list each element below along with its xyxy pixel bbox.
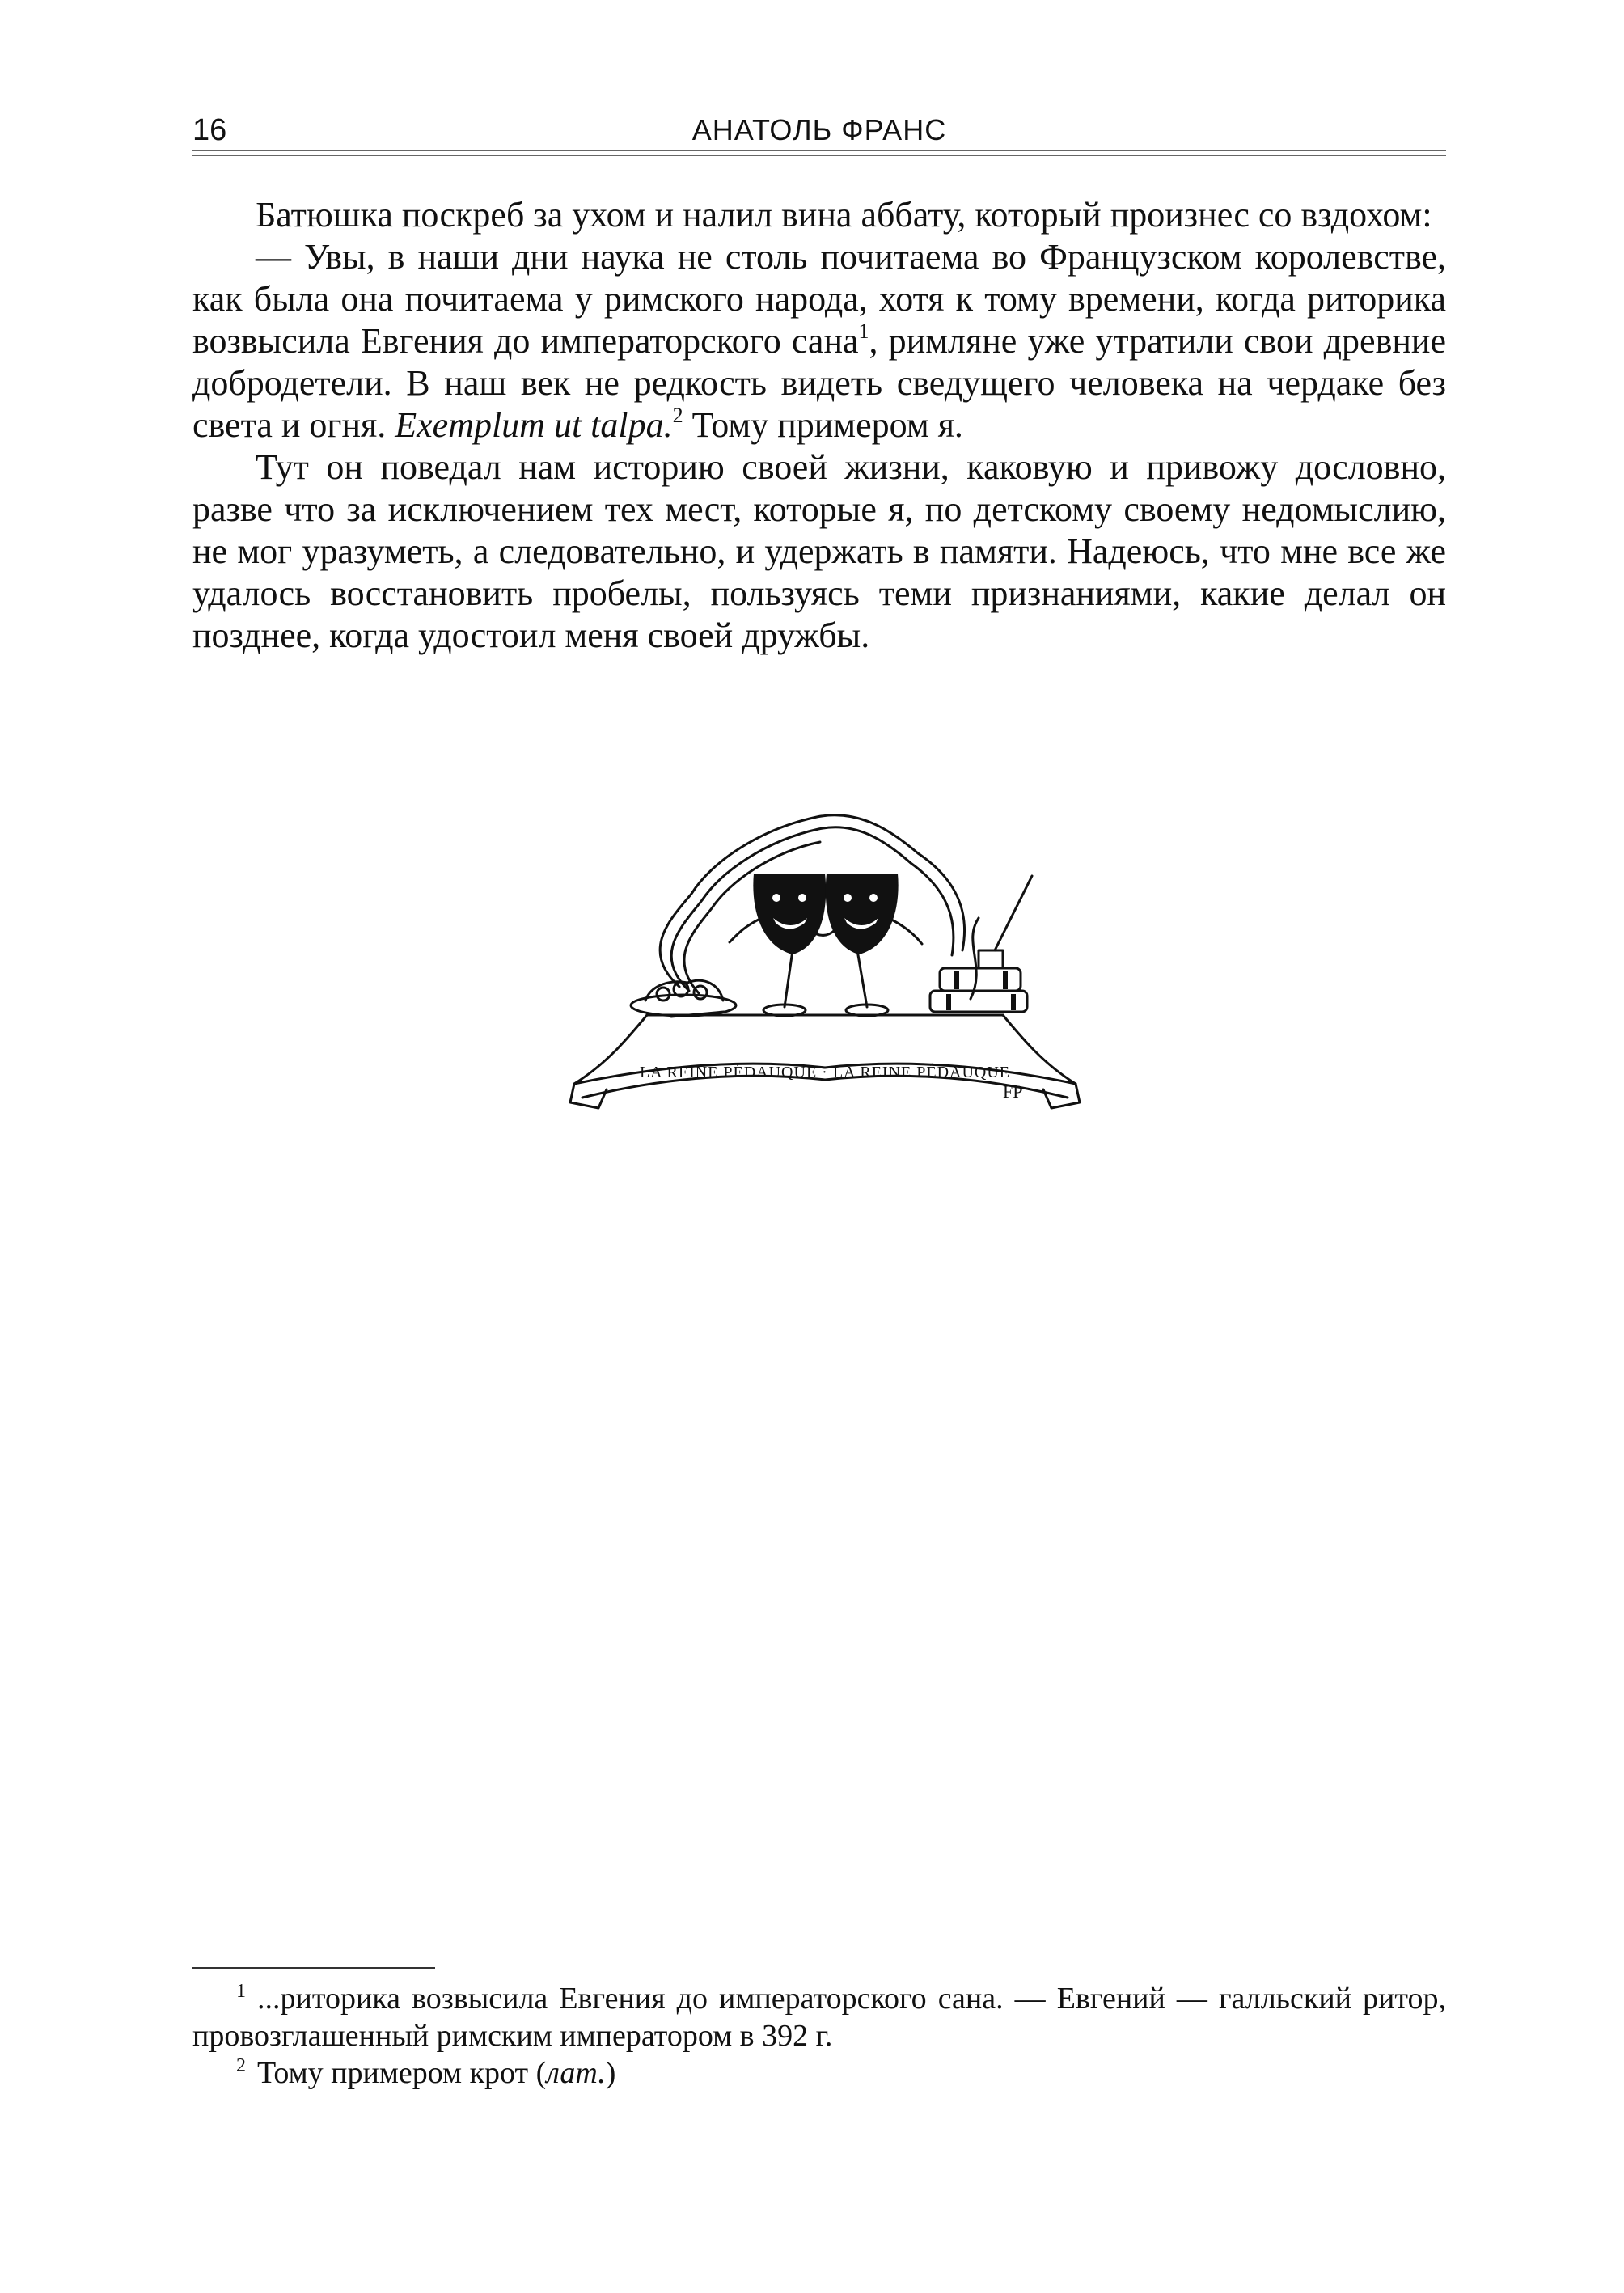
footnote-2: 2 Тому примером крот (лат.): [236, 2055, 616, 2090]
footnote-1: 1 ...риторика возвысила Евгения до императорского сана. — Евгений — галльский ритор, провозглашенный римским императором в 392 г.: [192, 1981, 1446, 2053]
footnote-separator: [192, 1967, 435, 1969]
footnote-2-text-b: ): [605, 2056, 616, 2090]
footnote-1-text: ...риторика возвысила Евгения до императорского сана. — Евгений — галльский ритор, провозглашенный римским императором в 392 г.: [192, 1982, 1446, 2053]
paragraph-1: Батюшка поскреб за ухом и налил вина аббату, который произнес со вздохом:: [256, 195, 1432, 235]
latin-phrase: Exemplum ut talpa.: [395, 405, 673, 445]
inkwell: [979, 950, 1003, 968]
footnotes: [192, 1980, 1446, 2092]
paragraph-2: [192, 236, 1446, 446]
paragraph-2-part-c: Тому примером я.: [683, 405, 963, 445]
header-rule: [192, 150, 1446, 156]
footnote-2-italic: лат.: [546, 2056, 606, 2090]
main-text: [192, 194, 1446, 657]
glass-right-stem: [857, 950, 867, 1007]
glass-left-stem: [785, 950, 793, 1007]
paragraph-2-part-b: , римляне уже утратили свои древние добродетели. В наш век не редкость видеть сведущего человека на чердаке без света и огня.: [192, 321, 1446, 445]
paragraph-3: Тут он поведал нам историю своей жизни, каковую и привожу дословно, разве что за исключением тех мест, которые я, по детскому своему недомыслию, не мог уразуметь, а следовательно, и удержать в памяти. Надеюсь, что мне все же удалось восстановить пробелы, пользуясь теми признаниями, какие делал он позднее, когда удостоил меня своей дружбы.: [192, 447, 1446, 655]
table-vignette-illustration: [550, 797, 1100, 1120]
banner-text: LA REINE PÉDAUQUE · LA REINE PÉDAUQUE: [639, 1064, 1011, 1081]
running-title: АНАТОЛЬ ФРАНС: [691, 113, 947, 146]
artist-monogram: FP: [1003, 1081, 1023, 1102]
book-top: [940, 968, 1021, 991]
glass-right-bowl: [826, 874, 899, 954]
footnote-ref-2: 2: [672, 404, 683, 427]
footnote-ref-1: 1: [858, 319, 869, 343]
paragraph-2-part-a: — Увы, в наши дни наука не столь почитаема во Французском королевстве, как была она почитаема у римского народа, хотя к тому времени, когда риторика возвысила Евгения до императорского сана: [192, 237, 1446, 361]
quill: [995, 886, 1027, 950]
page-number: 16: [192, 113, 227, 147]
glass-left-bowl: [753, 874, 826, 954]
footnote-2-text-a: Тому примером крот (: [257, 2056, 547, 2090]
